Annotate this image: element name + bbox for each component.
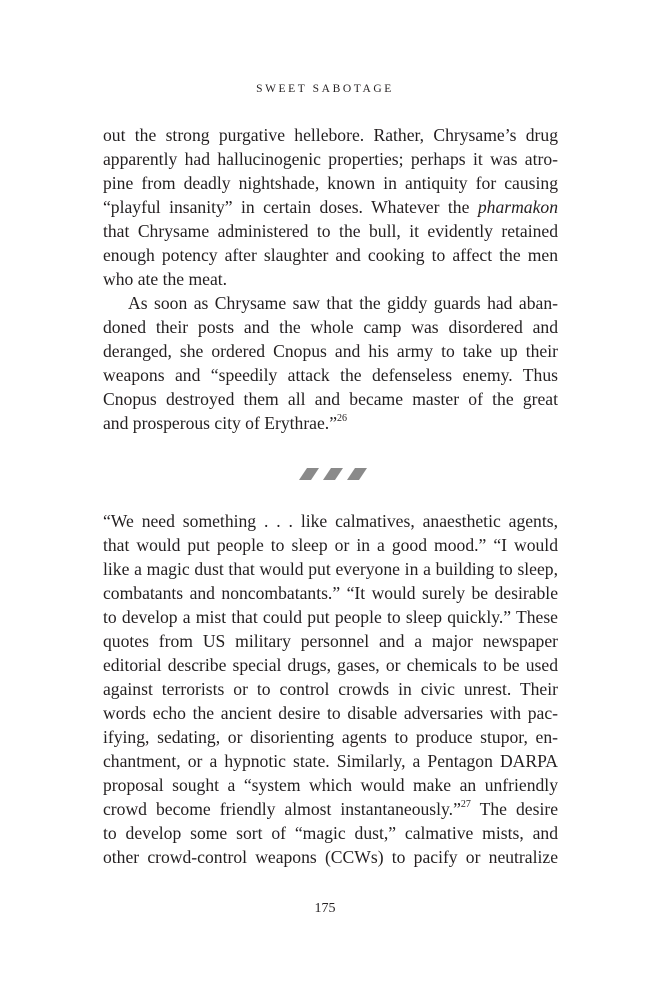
- text-line: quotes from US military personnel and a major newspaper: [103, 631, 558, 651]
- text-line: to develop a mist that could put people to sleep quickly.” These: [103, 607, 558, 627]
- ornament-mark: [323, 468, 343, 480]
- text-line: that would put people to sleep or in a good mood.” “I would: [103, 535, 558, 555]
- footnote-marker: 27: [460, 799, 471, 811]
- ornament-mark: [347, 468, 367, 480]
- text-span: “playful insanity” in certain doses. Whatever the: [103, 197, 470, 217]
- ornament-mark: [299, 468, 319, 480]
- text-line: doned their posts and the whole camp was disordered and: [103, 317, 558, 337]
- text-line: pine from deadly nightshade, known in antiquity for causing: [103, 173, 558, 193]
- text-span: crowd become friendly almost instantaneously.”: [103, 799, 461, 819]
- text-line: ifying, sedating, or disorienting agents to produce stupor, en-: [103, 727, 558, 747]
- text-line: As soon as Chrysame saw that the giddy guards had aban-: [128, 293, 558, 313]
- text-line: [103, 797, 558, 821]
- text-span: and prosperous city of Erythrae.”: [103, 413, 338, 433]
- text-line: out the strong purgative hellebore. Rather, Chrysame’s drug: [103, 125, 558, 145]
- text-line: chantment, or a hypnotic state. Similarly, a Pentagon DARPA: [103, 751, 558, 771]
- italic-term: pharmakon: [477, 197, 558, 217]
- text-line: Cnopus destroyed them all and became master of the great: [103, 389, 558, 409]
- text-line: “We need something . . . like calmatives, anaesthetic agents,: [103, 511, 558, 531]
- text-line: who ate the meat.: [103, 269, 228, 289]
- text-line: combatants and noncombatants.” “It would surely be desirable: [103, 583, 558, 603]
- text-line: apparently had hallucinogenic properties; perhaps it was atro-: [103, 149, 558, 169]
- text-line: enough potency after slaughter and cooking to affect the men: [103, 245, 558, 265]
- text-line: like a magic dust that would put everyone in a building to sleep,: [103, 559, 558, 579]
- text-line: that Chrysame administered to the bull, it evidently retained: [103, 221, 558, 241]
- page-number: 175: [314, 901, 336, 916]
- text-line: editorial describe special drugs, gases, or chemicals to be used: [103, 655, 558, 675]
- text-line: deranged, she ordered Cnopus and his army to take up their: [103, 341, 558, 361]
- text-line: to develop some sort of “magic dust,” calmative mists, and: [103, 823, 558, 843]
- text-line: proposal sought a “system which would make an unfriendly: [103, 775, 558, 795]
- three-slash-ornament-icon: [299, 468, 367, 480]
- text-line: [103, 195, 558, 219]
- text-line: [103, 411, 558, 435]
- text-span: The desire: [470, 799, 558, 819]
- footnote-marker: 26: [337, 413, 348, 425]
- text-line: weapons and “speedily attack the defenseless enemy. Thus: [103, 365, 558, 385]
- text-line: other crowd-control weapons (CCWs) to pacify or neutralize: [103, 847, 558, 867]
- text-line: against terrorists or to control crowds in civic unrest. Their: [103, 679, 558, 699]
- text-line: words echo the ancient desire to disable adversaries with pac-: [103, 703, 558, 723]
- running-head: SWEET SABOTAGE: [256, 83, 394, 95]
